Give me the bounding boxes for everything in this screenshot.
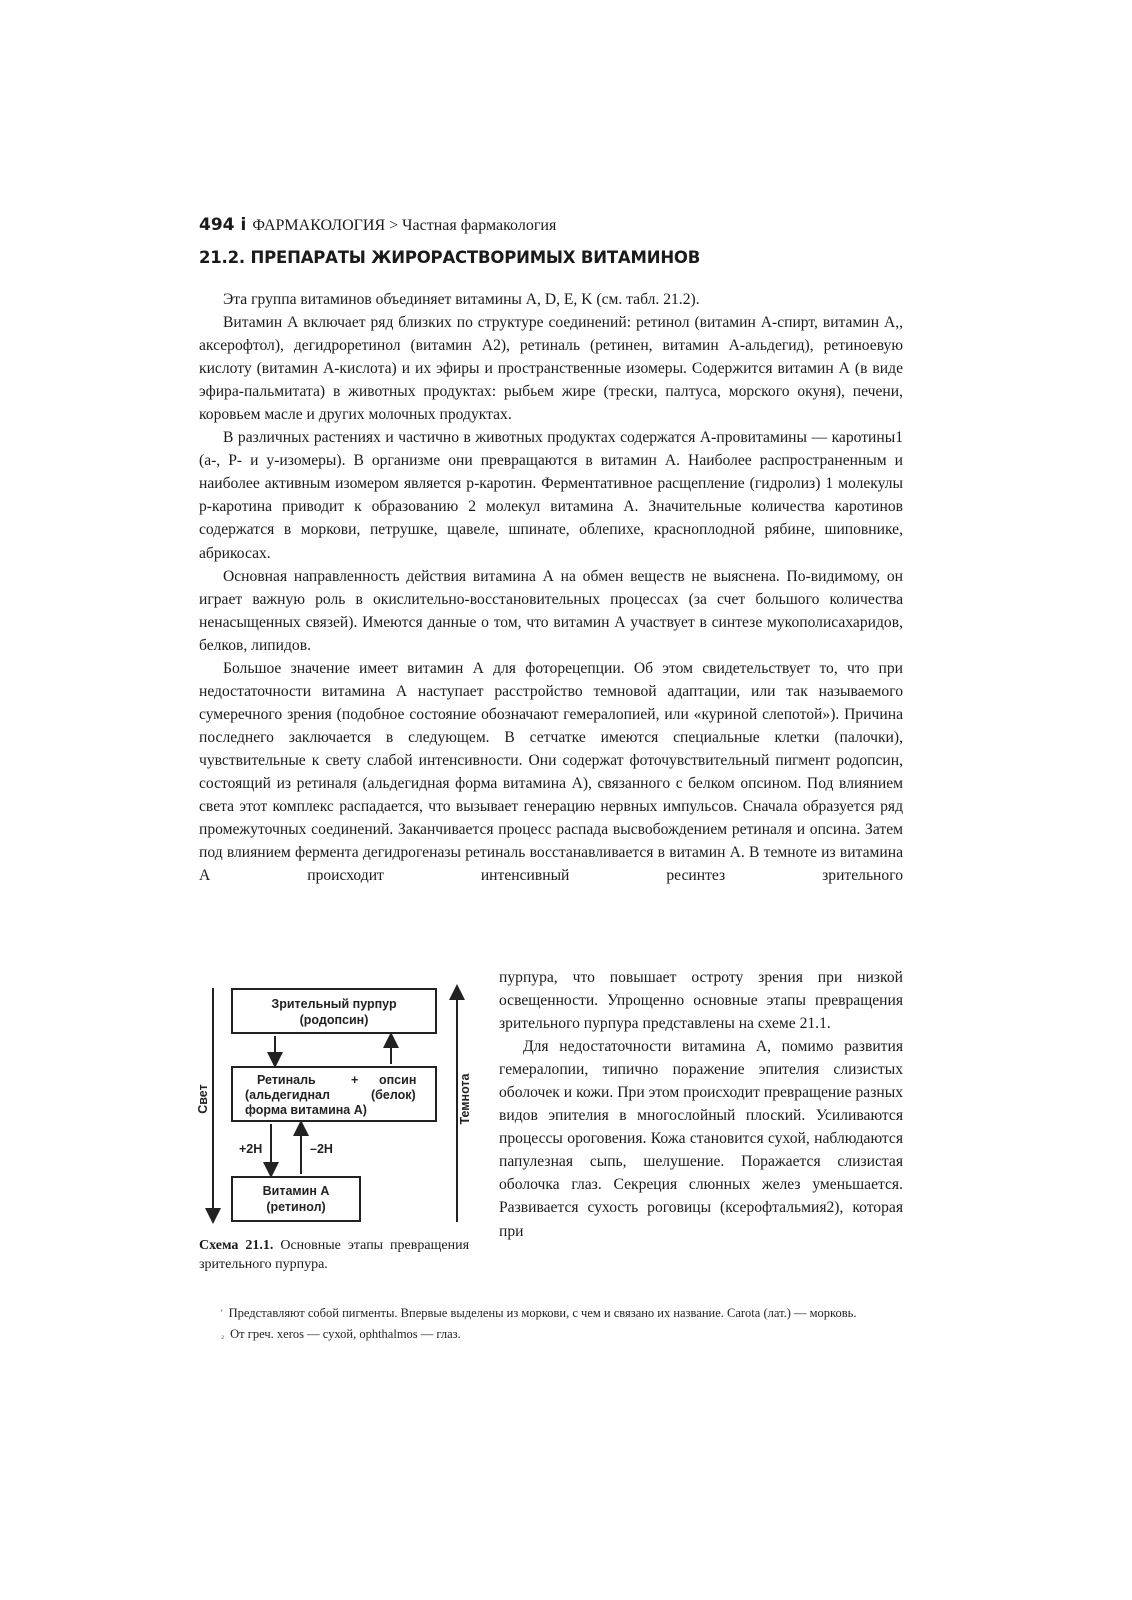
right-column-text <box>499 966 903 1243</box>
paragraph: Витамин А включает ряд близких по структуре соединений: ретинол (витамин А-спирт, витамин А,, аксерофтол), дегидроретинол (витамин А2), ретиналь (ретинен, витамин А-альдегид), ретиноевую кислоту (витамин А-кислота) и их эфиры и пространственные изомеры. Содержится витамин А (в виде эфира-пальмитата) в животных продуктах: рыбьем жире (трески, палтуса, морского окуня), печени, коровьем масле и других молочных продуктах. <box>199 314 903 424</box>
box-text: Ретиналь <box>257 1073 316 1087</box>
footnote-mark: ' <box>221 1308 223 1318</box>
paragraph: пурпура, что повышает остроту зрения при низкой освещенности. Упрощенно основные этапы превращения зрительного пурпура представлены на схеме 21.1. <box>499 969 903 1033</box>
box-retinol <box>231 1176 361 1222</box>
paragraph: Основная направленность действия витамина А на обмен веществ не выяснена. По-видимому, он играет важную роль в окислительно-восстановительных процессах (за счет большого количества ненасыщенных связей). Имеются данные о том, что витамин А участвует в синтезе мукополисахаридов, белков, липидов. <box>199 567 903 654</box>
footnote-text: Представляют собой пигменты. Впервые выделены из моркови, с чем и связано их название. Carota (лат.) — морковь. <box>228 1306 857 1320</box>
paragraph: Эта группа витаминов объединяет витамины A, D, E, K (см. табл. 21.2). <box>223 291 700 308</box>
paragraph: В различных растениях и частично в животных продуктах содержатся А-провитамины — каротины1 (а-, Р- и у-изомеры). В организме они превращаются в витамин А. Наиболее распространенным и наиболее активным изомером является р-каротин. Ферментативное расщепление (гидролиз) 1 молекулы р-каротина приводит к образованию 2 молекул витамина А. Значительные количества каротинов содержатся в моркови, петрушке, щавеле, шпинате, облепихе, красноплодной рябине, шиповнике, абрикосах. <box>199 429 903 562</box>
footnote <box>199 1304 903 1322</box>
box-text: форма витамина А) <box>245 1103 367 1117</box>
footnote <box>199 1325 903 1343</box>
box-text: + <box>351 1073 359 1087</box>
dark-label: Темнота <box>458 1073 472 1125</box>
caption-label: Схема 21.1. <box>199 1238 274 1253</box>
box-text: опсин <box>379 1073 417 1087</box>
section-title: 21.2. ПРЕПАРАТЫ ЖИРОРАСТВОРИМЫХ ВИТАМИНОВ <box>199 248 701 267</box>
box-text: Зрительный пурпур <box>271 997 397 1011</box>
box-text: (ретинол) <box>266 1200 326 1214</box>
caption-text: Основные этапы превращения зрительного пурпура. <box>199 1238 470 1272</box>
running-header <box>199 215 556 235</box>
footnotes <box>199 1304 903 1346</box>
paragraph: Большое значение имеет витамин А для фоторецепции. Об этом свидетельствует то, что при недостаточности витамина А наступает расстройство темновой адаптации, или так называемого сумеречного зрения (подобное состояние обозначают гемералопией, или «куриной слепотой»). Причина последнего заключается в следующем. В сетчатке имеются специальные клетки (палочки), чувствительные к свету слабой интенсивности. Они содержат фоточувствительный пигмент родопсин, состоящий из ретиналя (альдегидная форма витамина А), связанного с белком опсином. Под влиянием света этот комплекс распадается, что вызывает генерацию нервных импульсов. Сначала образуется ряд промежуточных соединений. Заканчивается процесс распада высвобождением ретиналя и опсина. Затем под влиянием фермента дегидрогеназы ретиналь восстанавливается в витамин А. В темноте из витамина А происходит интенсивный ресинтез зрительного <box>199 659 903 885</box>
box-text: Витамин А <box>262 1184 330 1198</box>
main-text <box>199 288 903 887</box>
box-rhodopsin <box>231 988 437 1034</box>
box-text: (альдегиднал <box>245 1088 330 1102</box>
page-number: 494 <box>199 215 235 235</box>
plus-2h-label: +2H <box>239 1142 263 1156</box>
scheme-caption <box>199 1236 469 1274</box>
header-separator: i <box>240 215 247 235</box>
box-text: (родопсин) <box>299 1013 369 1027</box>
footnote-mark: ₂ <box>221 1329 225 1339</box>
minus-2h-label: –2H <box>310 1142 333 1156</box>
header-section: ФАРМАКОЛОГИЯ > Частная фармакология <box>252 217 557 234</box>
box-text: (белок) <box>371 1088 416 1102</box>
scheme-diagram <box>195 980 485 1230</box>
footnote-text: От греч. xeros — сухой, ophthalmos — глаз. <box>230 1327 461 1341</box>
light-label: Свет <box>196 1084 210 1114</box>
box-retinal-opsin <box>231 1066 437 1122</box>
paragraph: Для недостаточности витамина А, помимо развития гемералопии, типично поражение эпителия слизистых оболочек и кожи. При этом происходит превращение разных видов эпителия в многослойный плоский. Усиливаются процессы ороговения. Кожа становится сухой, наблюдаются папулезная сыпь, шелушение. Поражается слизистая оболочка глаз. Секреция слюнных желез уменьшается. Развивается сухость роговицы (ксерофтальмия2), которая при <box>499 1038 903 1240</box>
